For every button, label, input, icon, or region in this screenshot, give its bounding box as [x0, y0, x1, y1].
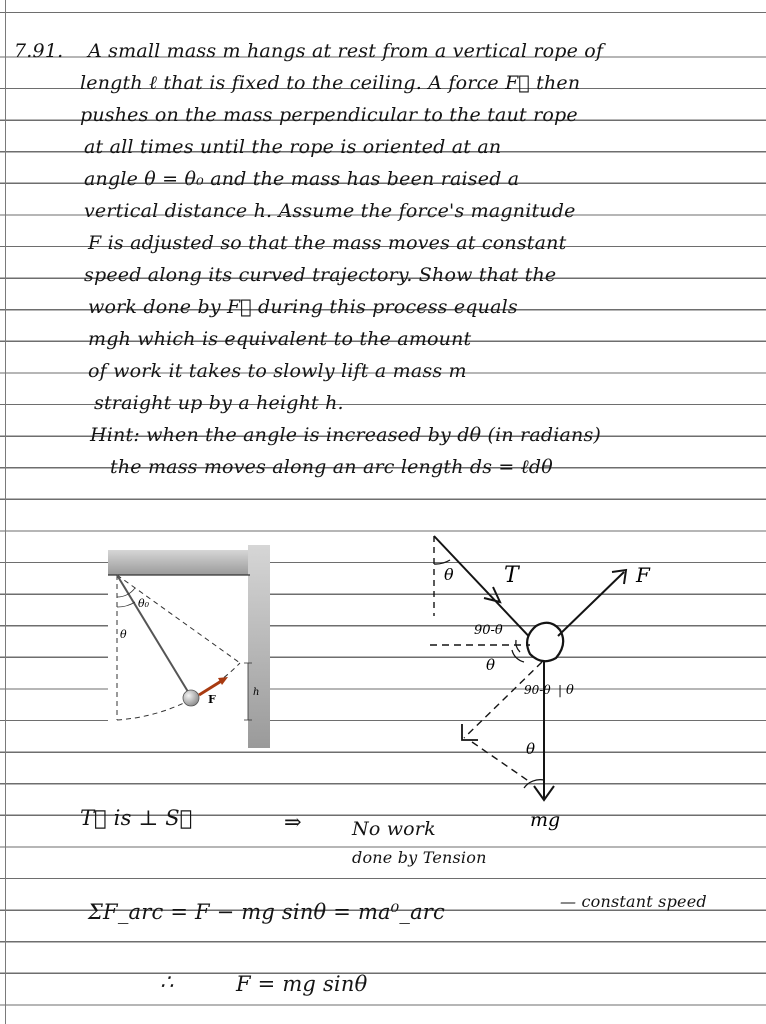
problem-line: at all times until the rope is oriented at an	[84, 136, 502, 158]
tension-work-line: done by Tension	[352, 848, 487, 867]
force-line	[558, 572, 624, 636]
height-label: h	[253, 687, 260, 698]
weight-label: mg	[530, 809, 561, 831]
constant-speed-note: — constant speed	[560, 892, 707, 911]
free-body-diagram	[420, 530, 690, 835]
therefore-symbol: ∴	[160, 970, 174, 994]
theta0-label: θ₀	[138, 597, 150, 610]
problem-line: F is adjusted so that the mass moves at constant	[88, 232, 567, 254]
force-label: F	[208, 693, 216, 706]
angle-top-label: θ	[444, 565, 454, 584]
angle-bottom-label: θ	[526, 740, 536, 758]
angle-90-lower-label: 90-θ	[524, 683, 551, 697]
problem-line: length ℓ that is fixed to the ceiling. A force F⃗ then	[80, 72, 581, 94]
angle-left-label: θ	[486, 656, 496, 674]
problem-line: A small mass m hangs at rest from a vertical rope of	[88, 40, 604, 62]
implies-arrow: ⇒	[284, 810, 302, 834]
problem-line: work done by F⃗ during this process equals	[88, 296, 518, 318]
problem-line: straight up by a height h.	[94, 392, 344, 414]
no-work-line: No work	[352, 818, 436, 840]
sum-forces-equation: ΣF_arc = F − mg sinθ = ma⁰_arc	[88, 900, 446, 924]
wall	[248, 545, 270, 748]
angle-90-upper-label: 90-θ	[474, 623, 503, 638]
ceiling	[108, 550, 258, 575]
svg-text:|: |	[558, 683, 563, 697]
result-equation: F = mg sinθ	[236, 972, 368, 996]
hint-line: Hint: when the angle is increased by dθ (in radians)	[90, 424, 602, 446]
force-label-diagram: F	[636, 563, 650, 587]
problem-line: angle θ = θ₀ and the mass has been raised a	[84, 168, 520, 190]
tension-label: T	[504, 563, 519, 588]
mass-blob	[527, 623, 563, 661]
textbook-pendulum-figure	[108, 545, 270, 748]
problem-line: pushes on the mass perpendicular to the taut rope	[80, 104, 578, 126]
problem-line: mgh which is equivalent to the amount	[88, 328, 472, 350]
hint-line: the mass moves along an arc length ds = ℓdθ	[110, 456, 553, 478]
component-dashed-line	[464, 662, 542, 738]
problem-line: of work it takes to slowly lift a mass m	[88, 360, 467, 382]
angle-lower-right-label: θ	[566, 683, 574, 698]
problem-line: vertical distance h. Assume the force's magnitude	[84, 200, 576, 222]
margin-line	[5, 0, 6, 1024]
theta-label: θ	[120, 628, 127, 641]
problem-line: speed along its curved trajectory. Show that the	[84, 264, 557, 286]
problem-number: 7.91.	[14, 40, 64, 62]
mass-ball	[183, 690, 199, 706]
tension-perpendicular-statement: T⃗ is ⊥ S⃗	[80, 806, 193, 830]
